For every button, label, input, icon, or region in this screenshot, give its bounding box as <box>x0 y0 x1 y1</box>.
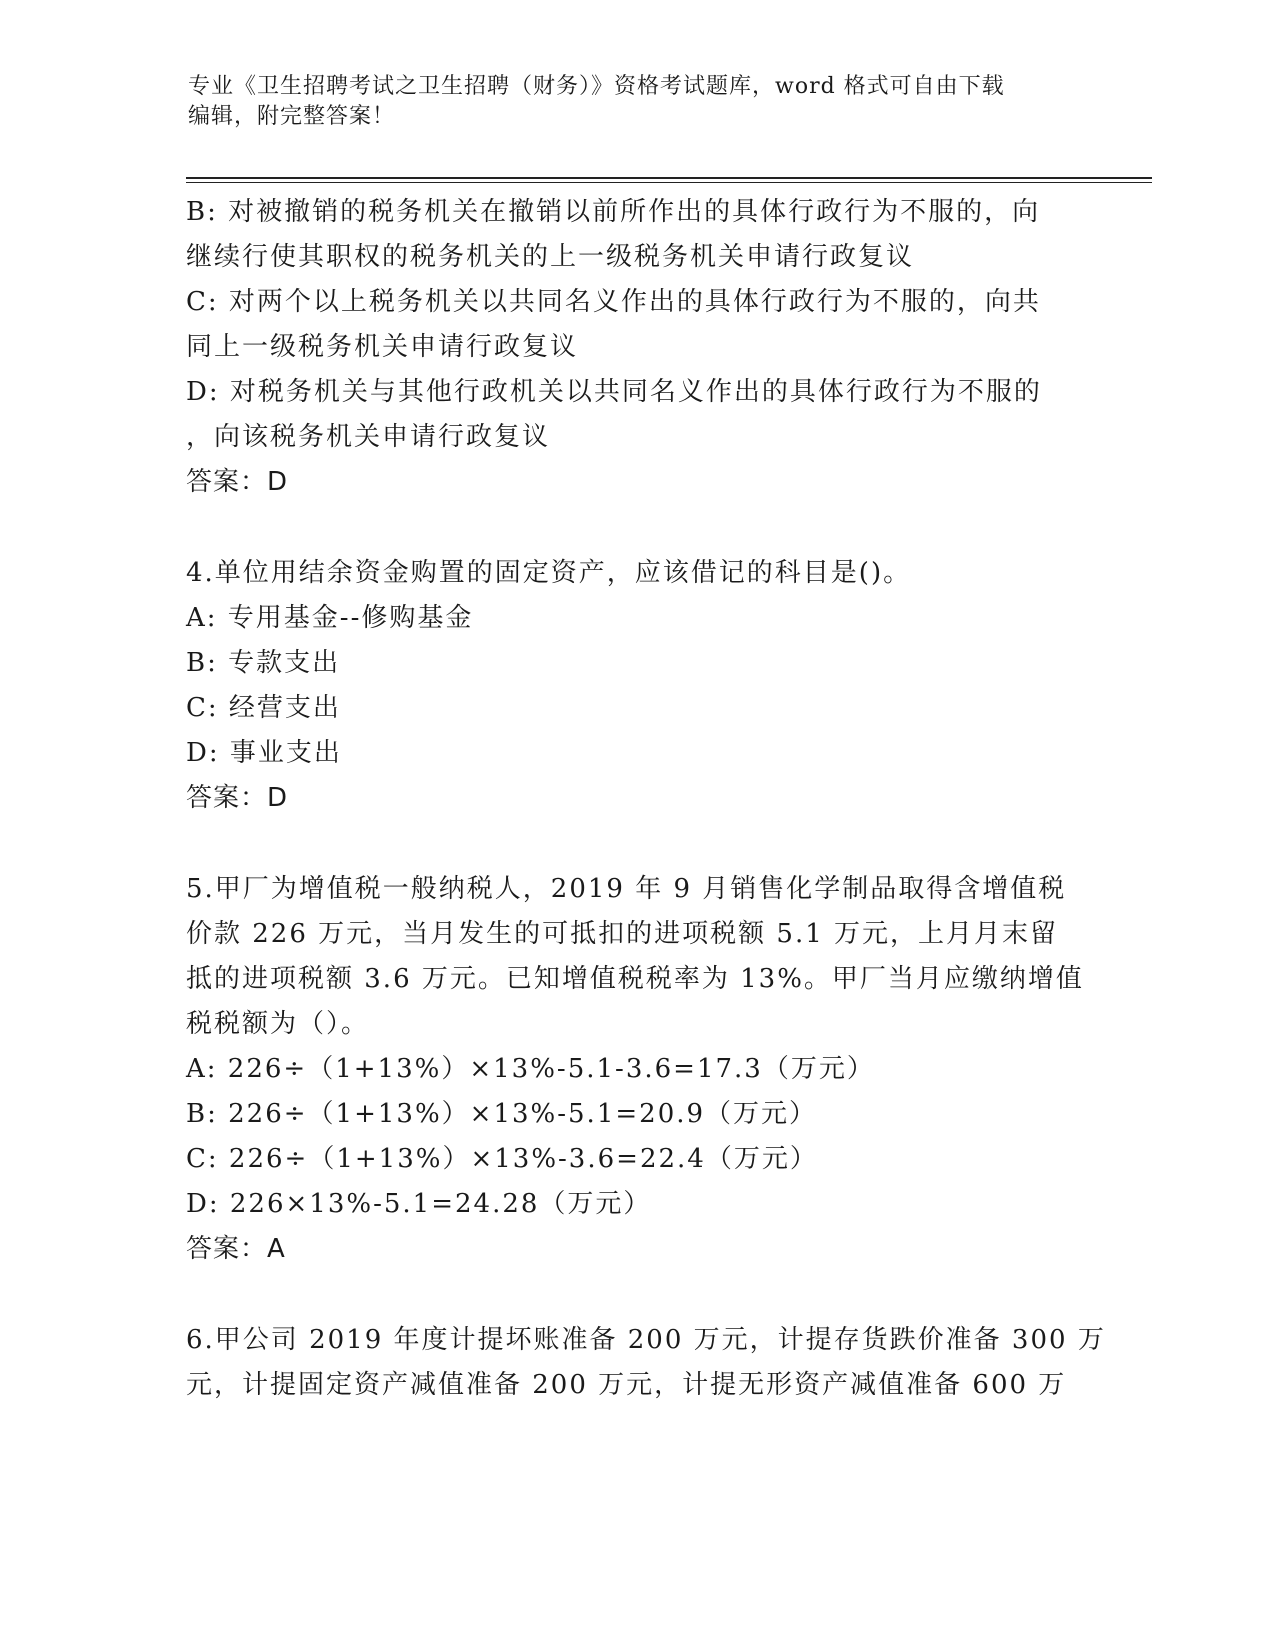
q6-stem-line-2: 元，计提固定资产减值准备 200 万元，计提无形资产减值准备 600 万 <box>186 1370 1067 1400</box>
q5-stem-line-2: 价款 226 万元，当月发生的可抵扣的进项税额 5.1 万元，上月月末留 <box>186 919 1059 949</box>
q3-option-b-line-2: 继续行使其职权的税务机关的上一级税务机关申请行政复议 <box>186 242 915 272</box>
q3-option-d-line-2: ，向该税务机关申请行政复议 <box>186 422 551 452</box>
q5-option-d: D: 226×13%-5.1=24.28（万元） <box>186 1189 652 1219</box>
spacer <box>186 505 1086 551</box>
question-4-block <box>186 551 1086 821</box>
question-5-block <box>186 867 1086 1272</box>
q5-stem-line-4: 税税额为（）。 <box>186 1009 370 1039</box>
header-divider-thin <box>186 182 1152 183</box>
q5-option-b: B: 226÷（1+13%）×13%-5.1=20.9（万元） <box>186 1099 818 1129</box>
q3-option-c-line-1: C: 对两个以上税务机关以共同名义作出的具体行政行为不服的，向共 <box>186 287 1041 317</box>
q6-stem-line-1: 6.甲公司 2019 年度计提坏账准备 200 万元，计提存货跌价准备 300 万 <box>186 1325 1106 1355</box>
q5-stem-line-3: 抵的进项税额 3.6 万元。已知增值税税率为 13%。甲厂当月应缴纳增值 <box>186 964 1084 994</box>
q3-option-c-line-2: 同上一级税务机关申请行政复议 <box>186 332 579 362</box>
q4-option-c: C: 经营支出 <box>186 693 341 723</box>
q3-option-b-line-1: B: 对被撤销的税务机关在撤销以前所作出的具体行政行为不服的，向 <box>186 197 1041 227</box>
header-divider-thick <box>186 177 1152 179</box>
q5-stem-line-1: 5.甲厂为增值税一般纳税人，2019 年 9 月销售化学制品取得含增值税 <box>186 874 1067 904</box>
document-header <box>188 72 1088 132</box>
q4-answer: 答案：D <box>186 783 289 813</box>
q4-option-b: B: 专款支出 <box>186 648 341 678</box>
spacer <box>186 1272 1086 1318</box>
q4-stem: 4.单位用结余资金购置的固定资产，应该借记的科目是()。 <box>186 558 912 588</box>
question-6-block <box>186 1318 1106 1408</box>
q4-option-d: D: 事业支出 <box>186 738 342 768</box>
header-title-line-2: 编辑，附完整答案！ <box>188 104 396 129</box>
q3-option-d-line-1: D: 对税务机关与其他行政机关以共同名义作出的具体行政行为不服的 <box>186 377 1042 407</box>
question-content <box>186 190 1106 1408</box>
header-title-line-1: 专业《卫生招聘考试之卫生招聘（财务）》资格考试题库，word 格式可自由下载 <box>188 74 1005 99</box>
q5-option-c: C: 226÷（1+13%）×13%-3.6=22.4（万元） <box>186 1144 818 1174</box>
question-3-block <box>186 190 1086 505</box>
q4-option-a: A: 专用基金--修购基金 <box>186 603 474 633</box>
spacer <box>186 821 1086 867</box>
q3-answer: 答案：D <box>186 467 289 497</box>
q5-answer: 答案：A <box>186 1234 286 1264</box>
q5-option-a: A: 226÷（1+13%）×13%-5.1-3.6=17.3（万元） <box>186 1054 875 1084</box>
